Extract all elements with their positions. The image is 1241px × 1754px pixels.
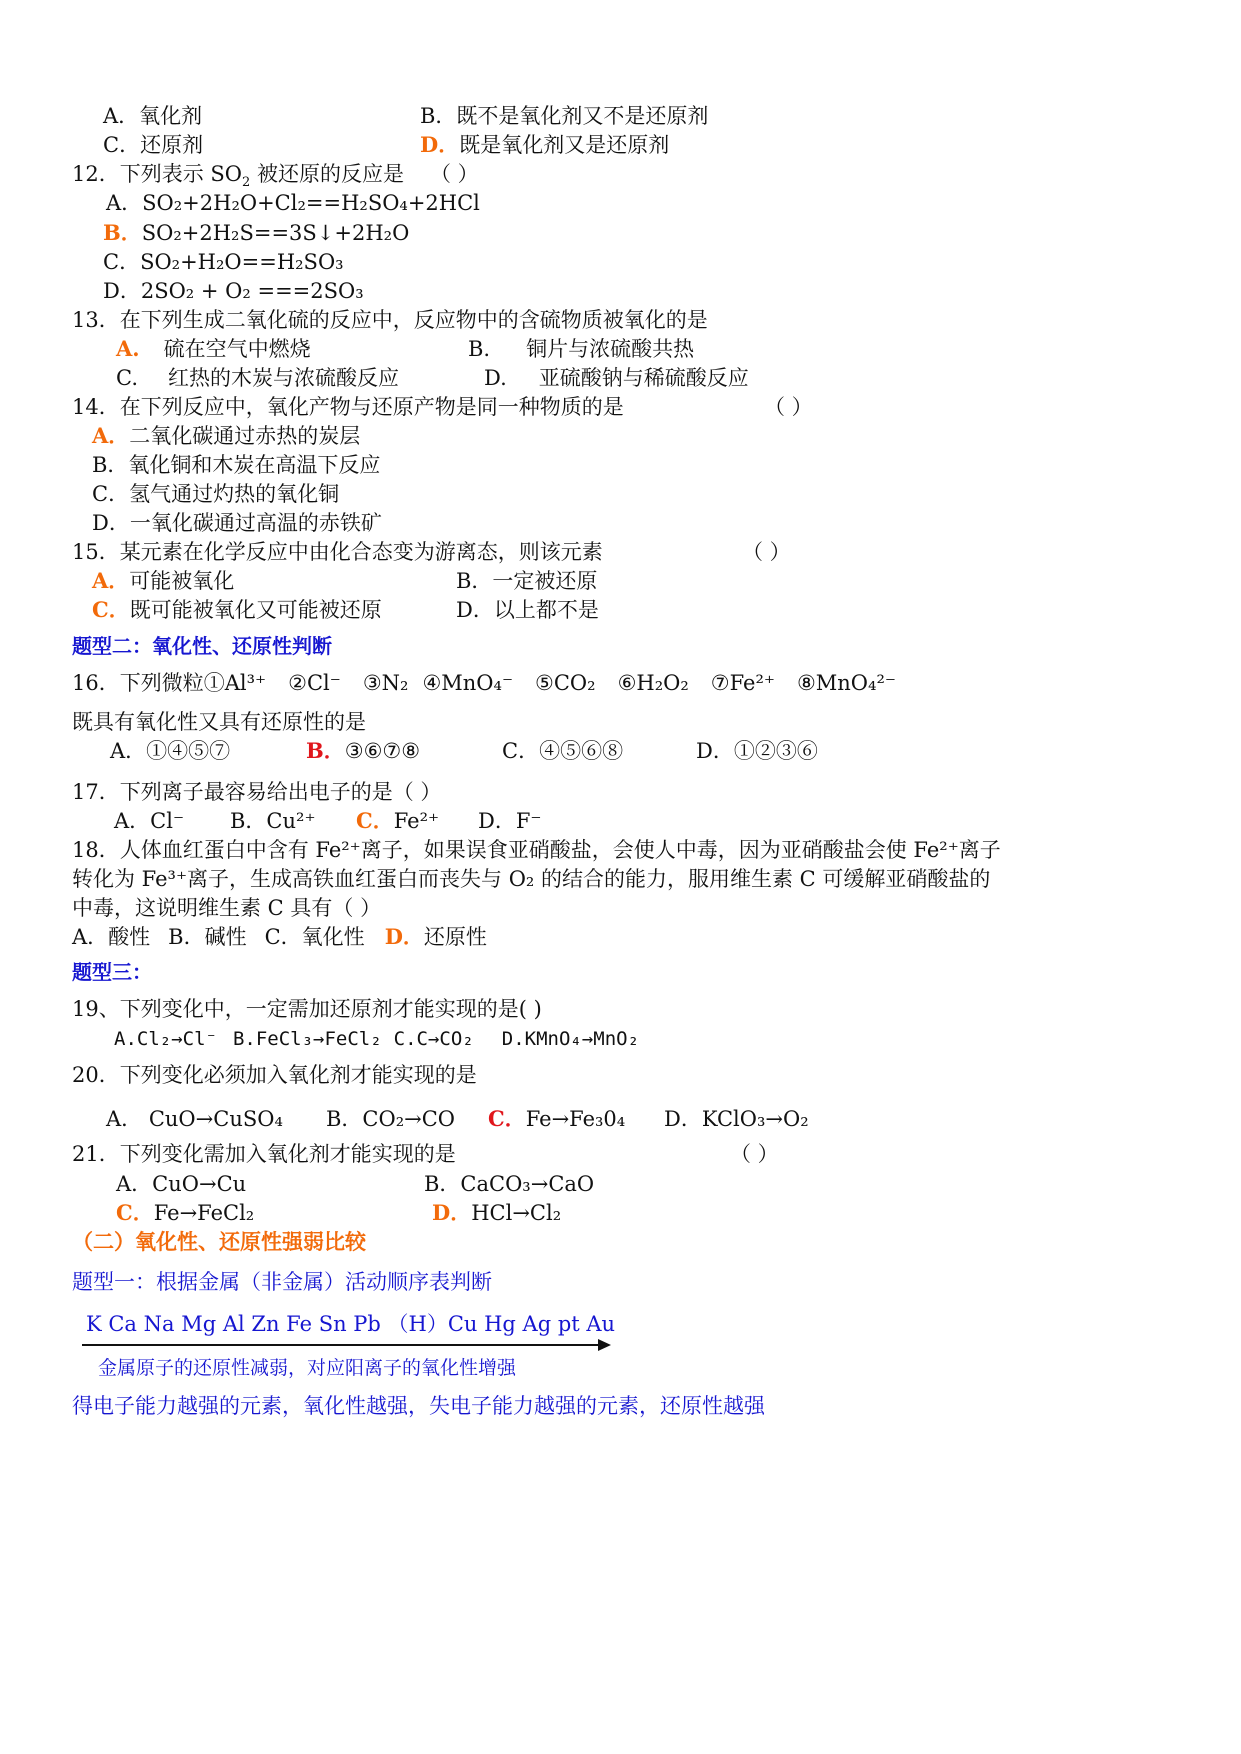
answer-marker: B． <box>306 738 345 763</box>
series-note: 金属原子的还原性减弱，对应阳离子的氧化性增强 <box>98 1357 517 1379</box>
q20-option-b: B．CO₂→CO <box>326 1107 456 1131</box>
answer-marker: D． <box>384 924 424 949</box>
q18-options <box>72 923 487 951</box>
q21-paren: （ ） <box>730 1142 779 1166</box>
q20-option-d: D．KClO₃→O₂ <box>664 1107 809 1131</box>
q14-option-a: A．二氧化碳通过赤热的炭层 <box>92 423 361 448</box>
q12-option-d: D．2SO₂ + O₂ ===2SO₃ <box>103 279 364 303</box>
q12-paren: （ ） <box>430 162 479 186</box>
answer-marker: A． <box>92 568 130 593</box>
q18-option-a: A．酸性 <box>72 925 151 949</box>
q16-option-c: C．④⑤⑥⑧ <box>502 739 624 763</box>
activity-series: K Ca Na Mg Al Zn Fe Sn Pb （H）Cu Hg Ag pt Au <box>86 1312 616 1336</box>
q17-option-a: A．Cl⁻ <box>114 809 185 833</box>
arrow-right-icon <box>598 1339 611 1351</box>
q16-stem2: 既具有氧化性又具有还原性的是 <box>72 710 366 734</box>
q11-option-a: A．氧化剂 <box>103 104 203 128</box>
q11-option-b: B．既不是氧化剂又不是还原剂 <box>420 104 709 128</box>
q21-option-c: C．Fe→FeCl₂ <box>116 1200 255 1225</box>
q16-stem: 16．下列微粒①Al³⁺ ②Cl⁻ ③N₂ ④MnO₄⁻ ⑤CO₂ ⑥H₂O₂ ⑦Fe²⁺ ⑧MnO₄²⁻ <box>72 671 896 695</box>
answer-marker: C． <box>488 1106 526 1131</box>
q15-stem: 15．某元素在化学反应中由化合态变为游离态，则该元素 <box>72 540 603 564</box>
q19-option-a: A.Cl₂→Cl⁻ <box>114 1028 217 1050</box>
section-heading-type3: 题型三： <box>72 960 152 984</box>
summary-line: 得电子能力越强的元素，氧化性越强，失电子能力越强的元素，还原性越强 <box>72 1394 765 1418</box>
q13-option-b: B. 铜片与浓硫酸共热 <box>468 337 695 361</box>
q16-option-d: D．①②③⑥ <box>696 739 818 763</box>
answer-marker: C． <box>356 808 394 833</box>
q18-option-d: 还原性 <box>423 925 487 949</box>
q14-paren: （ ） <box>764 395 813 419</box>
q18-option-b: B．碱性 <box>168 925 247 949</box>
q17-option-c: C．Fe²⁺ <box>356 808 440 833</box>
section-heading-comparison: （二）氧化性、还原性强弱比较 <box>72 1230 366 1254</box>
section-heading-type2: 题型二：氧化性、还原性判断 <box>72 634 332 658</box>
q13-stem: 13．在下列生成二氧化硫的反应中，反应物中的含硫物质被氧化的是 <box>72 308 708 332</box>
q20-option-c: C．Fe→Fe₃0₄ <box>488 1106 626 1131</box>
q17-option-b: B．Cu²⁺ <box>230 809 316 833</box>
q18-line1: 18．人体血红蛋白中含有 Fe²⁺离子，如果误食亚硝酸盐，会使人中毒，因为亚硝酸盐会使 Fe²⁺离子 <box>72 838 1001 862</box>
q11-option-c: C．还原剂 <box>103 133 204 157</box>
answer-marker: D． <box>420 132 460 157</box>
q14-stem: 14．在下列反应中，氧化产物与还原产物是同一种物质的是 <box>72 395 624 419</box>
answer-marker: B． <box>103 220 142 245</box>
q12-option-b: B．SO₂+2H₂S==3S↓+2H₂O <box>103 220 410 245</box>
q15-paren: （ ） <box>742 540 791 564</box>
q17-stem: 17．下列离子最容易给出电子的是（ ） <box>72 780 442 804</box>
q14-option-d: D．一氧化碳通过高温的赤铁矿 <box>92 511 382 535</box>
q21-option-d: D．HCl→Cl₂ <box>432 1200 562 1225</box>
q12-option-a: A．SO₂+2H₂O+Cl₂==H₂SO₄+2HCl <box>106 191 480 215</box>
answer-marker: D． <box>432 1200 472 1225</box>
q20-option-a: A． CuO→CuSO₄ <box>106 1107 283 1131</box>
q19-stem: 19、下列变化中，一定需加还原剂才能实现的是( ) <box>72 997 542 1021</box>
q14-option-b: B．氧化铜和木炭在高温下反应 <box>92 453 381 477</box>
q19-options <box>114 1025 639 1053</box>
q15-option-b: B．一定被还原 <box>456 569 598 593</box>
q19-option-c: C.C→CO₂ <box>393 1028 474 1050</box>
q14-option-c: C．氢气通过灼热的氧化铜 <box>92 482 340 506</box>
q20-stem: 20．下列变化必须加入氧化剂才能实现的是 <box>72 1063 477 1087</box>
q19-option-b: B.FeCl₃→FeCl₂ <box>232 1028 382 1050</box>
q13-option-d: D. 亚硫酸钠与稀硫酸反应 <box>484 366 749 390</box>
q11-option-d: D．既是氧化剂又是还原剂 <box>420 132 670 157</box>
answer-marker: A. <box>116 336 140 361</box>
q18-line2: 转化为 Fe³⁺离子，生成高铁血红蛋白而丧失与 O₂ 的结合的能力，服用维生素 C 可缓解亚硝酸盐的 <box>72 867 991 891</box>
q15-option-a: A．可能被氧化 <box>92 568 235 593</box>
q21-stem: 21．下列变化需加入氧化剂才能实现的是 <box>72 1142 456 1166</box>
q12-option-c: C．SO₂+H₂O==H₂SO₃ <box>103 250 344 274</box>
q18-line3: 中毒，这说明维生素 C 具有（ ） <box>72 896 382 920</box>
q16-option-b: B．③⑥⑦⑧ <box>306 738 421 763</box>
q16-option-a: A．①④⑤⑦ <box>110 739 231 763</box>
series-arrow-line <box>82 1344 600 1346</box>
q13-option-c: C. 红热的木炭与浓硫酸反应 <box>116 366 399 390</box>
q15-option-d: D．以上都不是 <box>456 598 599 622</box>
q13-option-a: A. 硫在空气中燃烧 <box>116 336 311 361</box>
q21-option-a: A．CuO→Cu <box>116 1172 247 1196</box>
q18-option-c: C．氧化性 <box>264 925 365 949</box>
type1-heading: 题型一：根据金属（非金属）活动顺序表判断 <box>72 1270 492 1294</box>
q21-option-b: B．CaCO₃→CaO <box>424 1172 595 1196</box>
answer-marker: C． <box>92 597 130 622</box>
q17-option-d: D．F⁻ <box>478 809 542 833</box>
q12-stem: 12．下列表示 $SO_2$ 被还原的反应是 <box>72 162 404 191</box>
answer-marker: A． <box>92 423 130 448</box>
answer-marker: C． <box>116 1200 154 1225</box>
q15-option-c: C．既可能被氧化又可能被还原 <box>92 597 382 622</box>
q19-option-d: D.KMnO₄→MnO₂ <box>501 1028 640 1050</box>
